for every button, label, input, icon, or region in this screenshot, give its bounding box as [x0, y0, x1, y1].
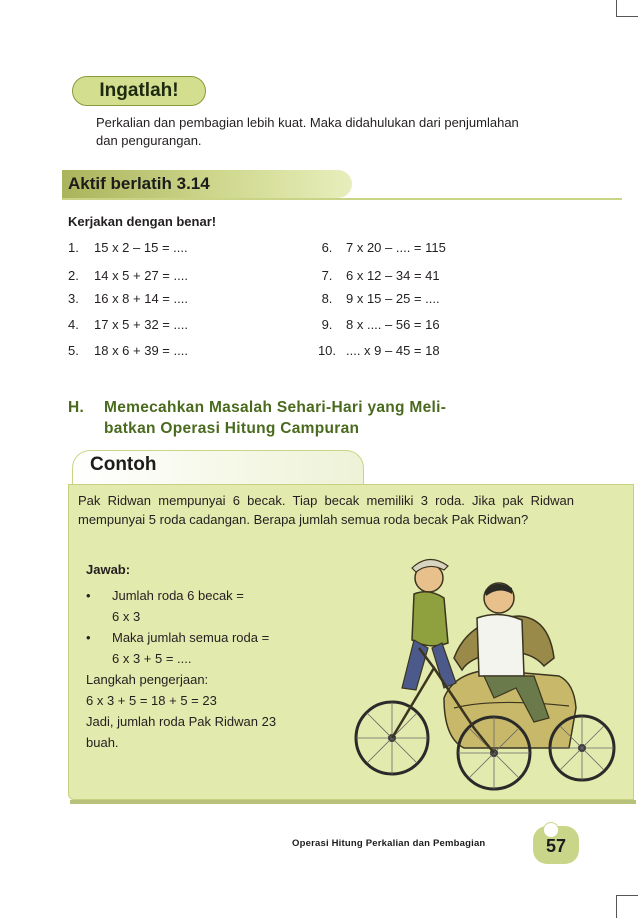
exercise-text: 8 x .... – 56 = 16 [346, 317, 440, 332]
exercise-item [308, 317, 440, 332]
exercise-number: 2. [68, 268, 79, 283]
aktif-title: Aktif berlatih 3.14 [68, 174, 210, 193]
exercise-text: 15 x 2 – 15 = .... [94, 240, 188, 255]
bullet-icon: • [86, 588, 91, 603]
jawab-bullet-1-calc: 6 x 3 [112, 609, 141, 624]
contoh-problem-text: Pak Ridwan mempunyai 6 becak. Tiap becak memiliki 3 roda. Jika pak Ridwan mempunyai 5 roda cadangan. Berapa jumlah semua roda becak Pak Ridwan? [78, 493, 574, 527]
ingatlah-text: Perkalian dan pembagian lebih kuat. Maka didahulukan dari penjumlahan dan pengurangan. [96, 115, 519, 148]
footer-chapter-title: Operasi Hitung Perkalian dan Pembagian [292, 838, 486, 849]
jawab-conclusion-end: buah. [86, 735, 119, 750]
aktif-divider [62, 198, 622, 200]
becak-illustration [344, 548, 624, 798]
exercise-item [68, 343, 188, 358]
exercise-item [68, 268, 188, 283]
crop-mark-bottom-right [616, 895, 638, 918]
exercise-text: 7 x 20 – .... = 115 [346, 240, 446, 255]
exercise-text: .... x 9 – 45 = 18 [346, 343, 440, 358]
exercise-number: 1. [68, 240, 79, 255]
exercise-number: 3. [68, 291, 79, 306]
exercise-number: 10. [317, 343, 337, 358]
exercise-number: 6. [321, 240, 333, 255]
exercise-text: 9 x 15 – 25 = .... [346, 291, 440, 306]
section-h-line2: batkan Operasi Hitung Campuran [104, 420, 360, 437]
jawab-bullet-1 [86, 586, 244, 606]
exercise-item [308, 268, 440, 283]
section-h-label: H. [68, 399, 85, 416]
page-number: 57 [545, 836, 567, 856]
jawab-conclusion: Jadi, jumlah roda Pak Ridwan 23 [86, 714, 277, 729]
exercise-item [308, 343, 440, 358]
exercise-instruction: Kerjakan dengan benar! [68, 214, 217, 229]
bullet-icon: • [86, 630, 91, 645]
exercise-number: 9. [321, 317, 333, 332]
exercise-text: 16 x 8 + 14 = .... [94, 291, 188, 306]
exercise-item [308, 240, 446, 255]
passenger-shirt [477, 614, 524, 676]
jawab-calc: 6 x 3 + 5 = 18 + 5 = 23 [86, 693, 217, 708]
jawab-bullet-2 [86, 628, 269, 648]
contoh-box-shadow [70, 800, 636, 804]
jawab-bullet-2-calc: 6 x 3 + 5 = .... [112, 651, 192, 666]
crop-mark-top-right [616, 0, 638, 17]
exercise-text: 6 x 12 – 34 = 41 [346, 268, 440, 283]
exercise-item [68, 240, 188, 255]
contoh-title: Contoh [90, 454, 157, 475]
jawab-bullet-1-text: Jumlah roda 6 becak = [112, 588, 244, 603]
exercise-number: 8. [321, 291, 333, 306]
driver-shirt [412, 592, 448, 646]
exercise-number: 4. [68, 317, 79, 332]
jawab-langkah: Langkah pengerjaan: [86, 672, 209, 687]
exercise-text: 17 x 5 + 32 = .... [94, 317, 188, 332]
jawab-title: Jawab: [86, 562, 131, 577]
exercise-item [68, 317, 188, 332]
exercise-number: 5. [68, 343, 79, 358]
exercise-text: 14 x 5 + 27 = .... [94, 268, 188, 283]
exercise-item [308, 291, 440, 306]
exercise-number: 7. [321, 268, 333, 283]
exercise-text: 18 x 6 + 39 = .... [94, 343, 188, 358]
ingatlah-badge: Ingatlah! [72, 76, 206, 106]
section-h-line1: Memecahkan Masalah Sehari-Hari yang Meli- [104, 399, 447, 416]
section-h-heading [68, 397, 446, 439]
exercise-item [68, 291, 188, 306]
jawab-bullet-2-text: Maka jumlah semua roda = [112, 630, 270, 645]
